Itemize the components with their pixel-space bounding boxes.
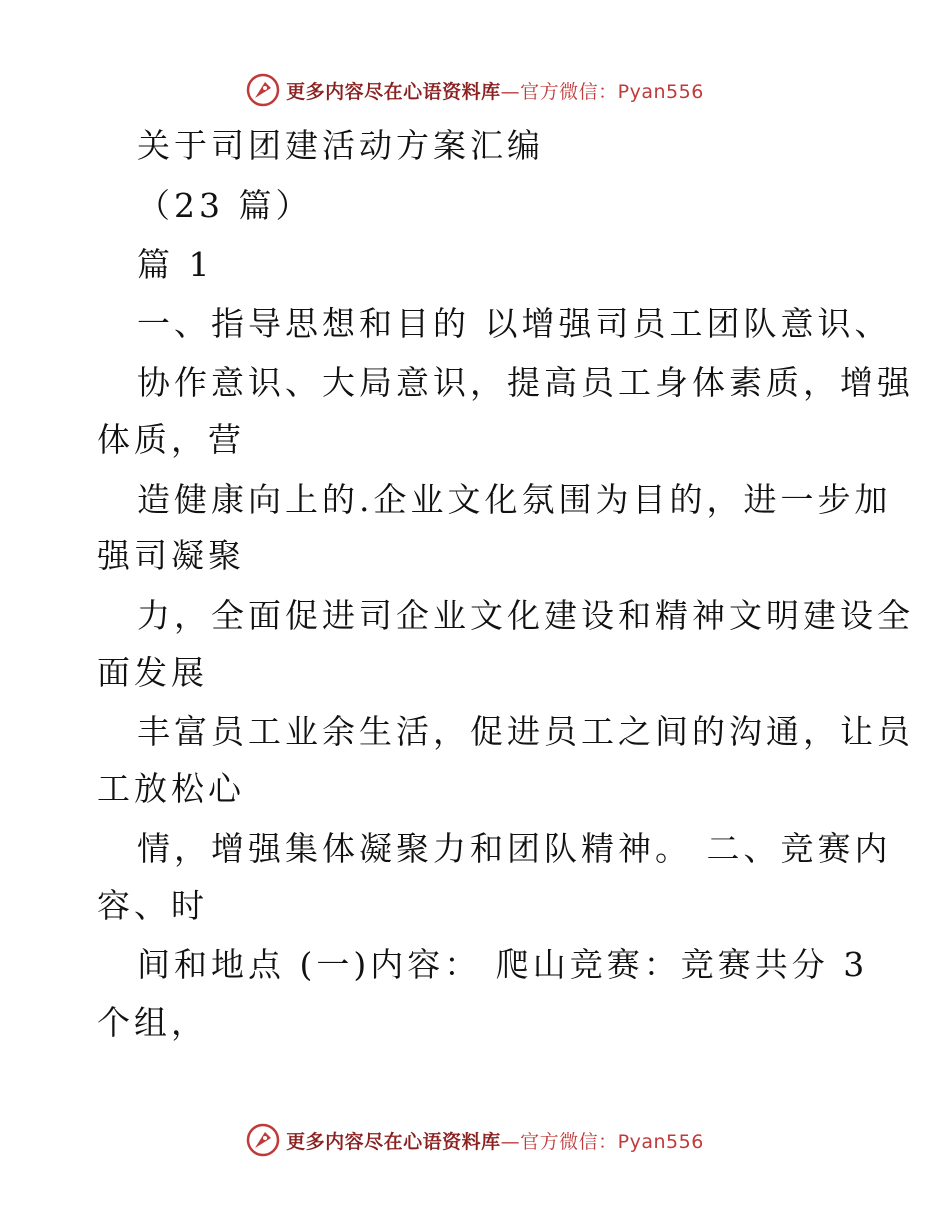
body-line: 体质，营 — [97, 420, 245, 459]
document-title: 关于司团建活动方案汇编 — [137, 126, 544, 165]
body-line: 容、时 — [97, 886, 208, 925]
watermark-text — [286, 1127, 704, 1154]
watermark-rest-text: —官方微信：Pyan556 — [500, 80, 704, 103]
body-line: 协作意识、大局意识，提高员工身体素质，增强 — [137, 363, 914, 402]
body-line: 力，全面促进司企业文化建设和精神文明建设全 — [137, 596, 914, 635]
footer-watermark — [0, 1120, 950, 1160]
body-line: 个组， — [97, 1003, 208, 1042]
watermark-strong-text: 更多内容尽在心语资料库 — [286, 80, 501, 103]
pen-nib-logo-icon — [246, 1123, 280, 1157]
body-line: 造健康向上的.企业文化氛围为目的，进一步加 — [137, 480, 892, 519]
pen-nib-logo-icon — [246, 73, 280, 107]
body-line: 面发展 — [97, 653, 208, 692]
watermark-text — [286, 77, 704, 104]
watermark-rest-text: —官方微信：Pyan556 — [500, 1130, 704, 1153]
body-line: 一、指导思想和目的 以增强司员工团队意识、 — [137, 304, 892, 343]
body-line: 工放松心 — [97, 769, 245, 808]
body-line: 强司凝聚 — [97, 536, 245, 575]
section-heading: 篇 1 — [137, 245, 214, 284]
document-subtitle: （23 篇） — [137, 186, 313, 225]
watermark-strong-text: 更多内容尽在心语资料库 — [286, 1130, 501, 1153]
body-line: 丰富员工业余生活，促进员工之间的沟通，让员 — [137, 712, 914, 751]
header-watermark — [0, 70, 950, 110]
body-line: 情，增强集体凝聚力和团队精神。 二、竞赛内 — [137, 829, 892, 868]
body-line: 间和地点 (一)内容： 爬山竞赛：竞赛共分 3 — [137, 945, 869, 984]
